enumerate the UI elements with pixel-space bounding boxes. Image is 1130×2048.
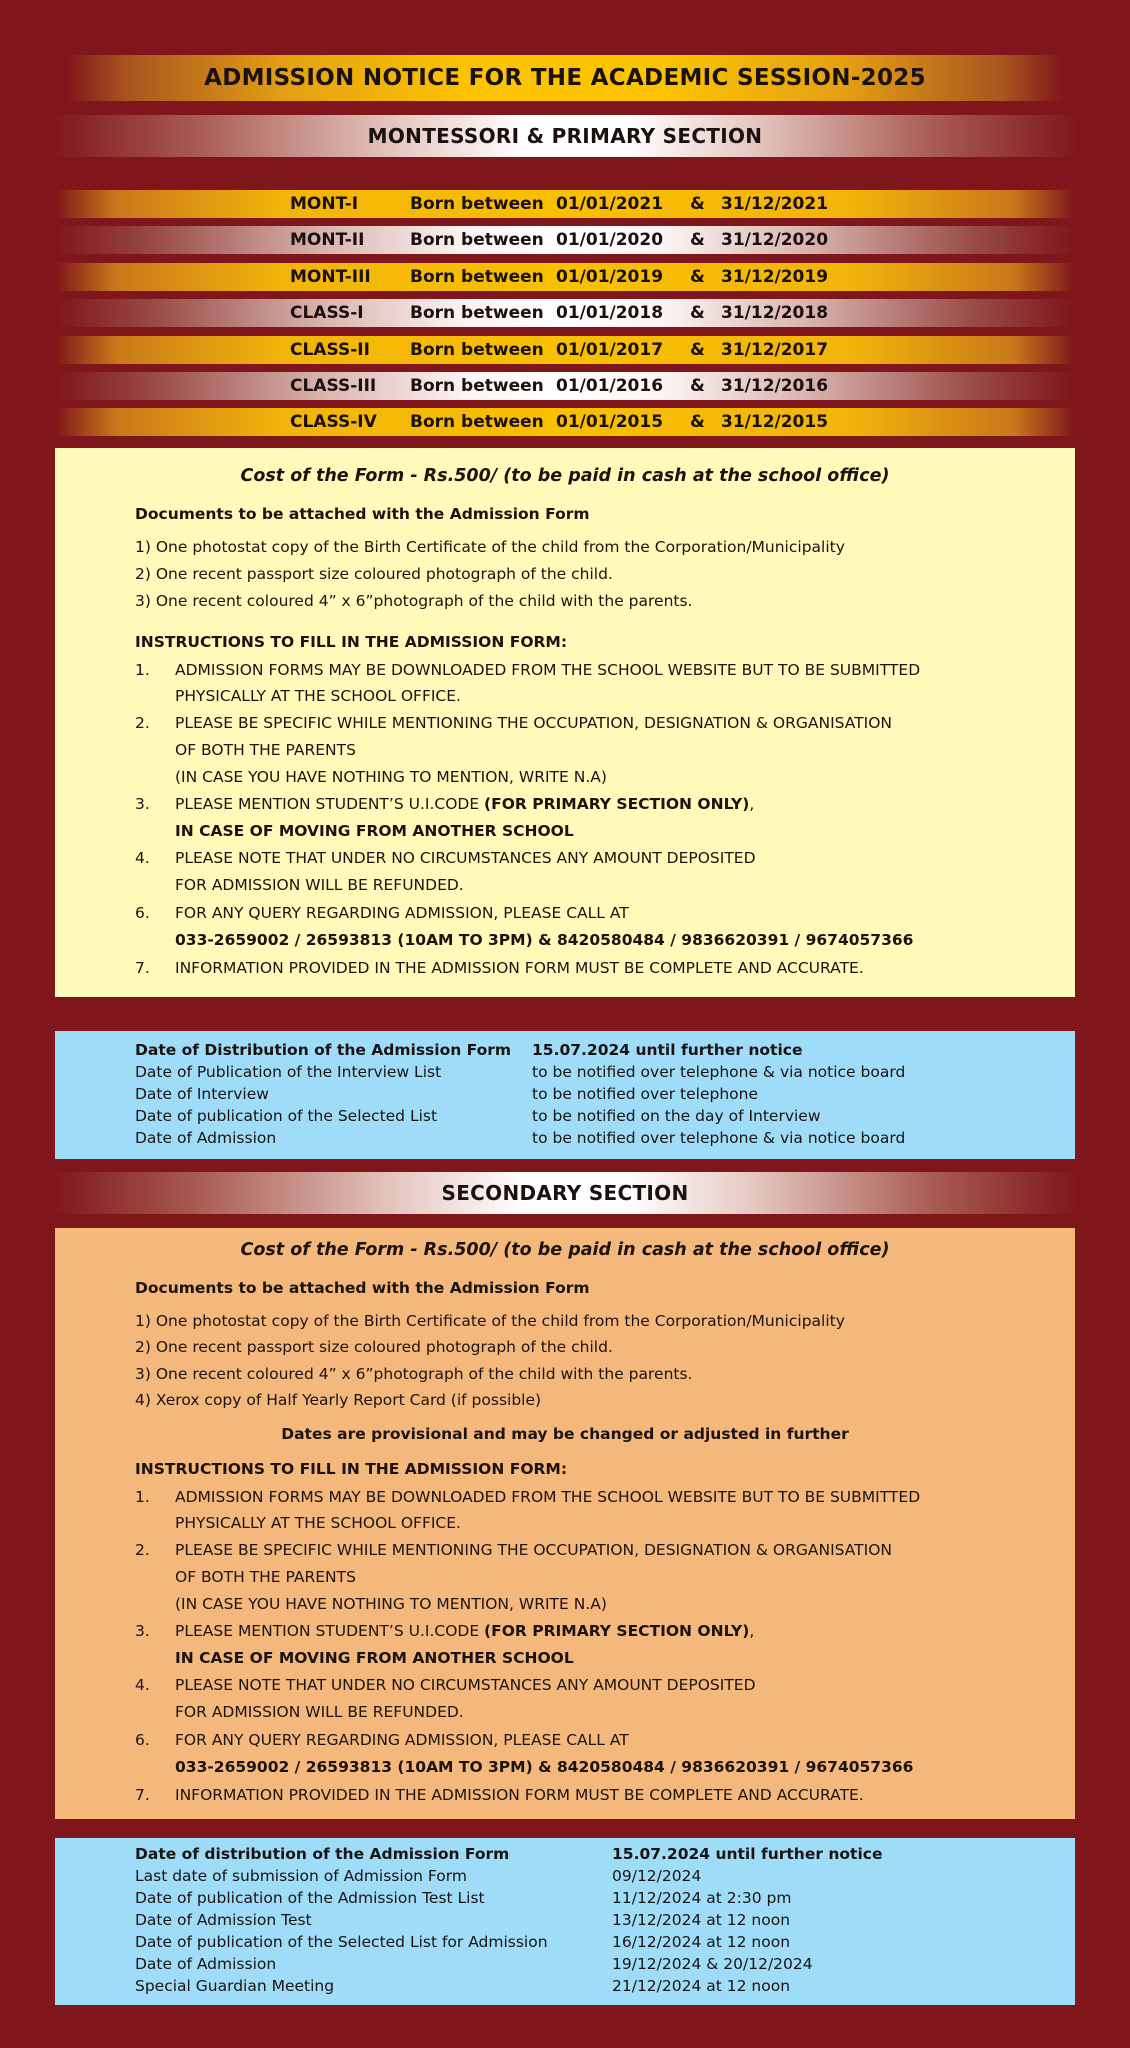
date-label: Special Guardian Meeting <box>135 1977 335 1995</box>
secondary-section-banner <box>50 1172 1080 1214</box>
form-cost: Cost of the Form - Rs.500/ (to be paid in cash at the school office) <box>240 466 890 486</box>
date-value: 19/12/2024 & 20/12/2024 <box>612 1955 813 1973</box>
age-amp: & <box>690 376 705 396</box>
instruction-number: 6. <box>135 904 150 922</box>
instruction-text: PHYSICALLY AT THE SCHOOL OFFICE. <box>175 687 461 705</box>
date-label: Date of Admission <box>135 1955 277 1973</box>
date-label: Date of Interview <box>135 1085 269 1103</box>
primary-dates-panel <box>55 1031 1075 1159</box>
secondary-section-title: SECONDARY SECTION <box>441 1181 689 1205</box>
instruction-text: OF BOTH THE PARENTS <box>175 741 356 759</box>
primary-section-banner <box>50 115 1080 157</box>
age-row <box>55 372 1075 400</box>
date-value: 16/12/2024 at 12 noon <box>612 1933 791 1951</box>
date-row <box>135 1085 758 1103</box>
age-from-date: 01/01/2019 <box>556 267 664 287</box>
instruction-number: 4. <box>135 1676 150 1694</box>
instruction-text-end: , <box>749 795 755 813</box>
date-row <box>135 1955 813 1973</box>
age-amp: & <box>690 303 705 323</box>
age-class: MONT-II <box>290 230 365 250</box>
instruction-text <box>175 795 754 813</box>
document-item: 2) One recent passport size coloured photograph of the child. <box>135 1338 613 1356</box>
date-label: Last date of submission of Admission Form <box>135 1867 467 1885</box>
age-born-label: Born between <box>410 340 544 360</box>
age-to-date: 31/12/2017 <box>721 340 829 360</box>
date-value: 15.07.2024 until further notice <box>612 1845 883 1863</box>
document-item: 1) One photostat copy of the Birth Certificate of the child from the Corporation/Municipality <box>135 538 845 556</box>
instruction-text: (IN CASE YOU HAVE NOTHING TO MENTION, WRITE N.A) <box>175 1595 607 1613</box>
age-row <box>55 190 1075 218</box>
age-to-date: 31/12/2020 <box>721 230 829 250</box>
instruction-text: PLEASE BE SPECIFIC WHILE MENTIONING THE OCCUPATION, DESIGNATION & ORGANISATION <box>175 714 893 732</box>
age-class: MONT-I <box>290 194 359 214</box>
instruction-number: 1. <box>135 1488 150 1506</box>
secondary-info-panel <box>55 1228 1075 1819</box>
date-value: to be notified over telephone <box>532 1085 758 1103</box>
instruction-text: INFORMATION PROVIDED IN THE ADMISSION FORM MUST BE COMPLETE AND ACCURATE. <box>175 1786 864 1804</box>
instruction-text: ADMISSION FORMS MAY BE DOWNLOADED FROM THE SCHOOL WEBSITE BUT TO BE SUBMITTED <box>175 1488 921 1506</box>
date-value: 15.07.2024 until further notice <box>532 1041 803 1059</box>
instruction-text-end: , <box>749 1622 755 1640</box>
instruction-text: IN CASE OF MOVING FROM ANOTHER SCHOOL <box>175 1649 574 1667</box>
date-value: 13/12/2024 at 12 noon <box>612 1911 791 1929</box>
date-row <box>135 1063 906 1081</box>
date-value: to be notified over telephone & via notice board <box>532 1129 906 1147</box>
instruction-text-part: PLEASE MENTION STUDENT’S U.I.CODE <box>175 1622 485 1640</box>
document-item: 3) One recent coloured 4” x 6”photograph of the child with the parents. <box>135 1365 693 1383</box>
instruction-text: FOR ANY QUERY REGARDING ADMISSION, PLEASE CALL AT <box>175 1731 629 1749</box>
instruction-number: 7. <box>135 959 150 977</box>
date-label: Date of Admission <box>135 1129 277 1147</box>
document-item: 2) One recent passport size coloured photograph of the child. <box>135 565 613 583</box>
documents-heading: Documents to be attached with the Admission Form <box>135 505 590 523</box>
age-class: MONT-III <box>290 267 371 287</box>
date-label: Date of publication of the Admission Test List <box>135 1889 485 1907</box>
age-class: CLASS-II <box>290 340 370 360</box>
age-to-date: 31/12/2015 <box>721 412 829 432</box>
age-from-date: 01/01/2018 <box>556 303 664 323</box>
instruction-number: 1. <box>135 661 150 679</box>
date-row <box>135 1933 791 1951</box>
document-item: 4) Xerox copy of Half Yearly Report Card (if possible) <box>135 1391 542 1409</box>
instruction-text: FOR ADMISSION WILL BE REFUNDED. <box>175 1703 464 1721</box>
date-label: Date of publication of the Selected List <box>135 1107 438 1125</box>
age-to-date: 31/12/2021 <box>721 194 829 214</box>
form-cost: Cost of the Form - Rs.500/ (to be paid in cash at the school office) <box>240 1240 890 1260</box>
age-amp: & <box>690 267 705 287</box>
age-born-label: Born between <box>410 376 544 396</box>
age-from-date: 01/01/2017 <box>556 340 664 360</box>
date-row <box>135 1977 791 1995</box>
date-value: 09/12/2024 <box>612 1867 702 1885</box>
instruction-text: INFORMATION PROVIDED IN THE ADMISSION FORM MUST BE COMPLETE AND ACCURATE. <box>175 959 864 977</box>
age-row <box>55 299 1075 327</box>
document-item: 3) One recent coloured 4” x 6”photograph of the child with the parents. <box>135 592 693 610</box>
date-value: 21/12/2024 at 12 noon <box>612 1977 791 1995</box>
age-from-date: 01/01/2016 <box>556 376 664 396</box>
contact-numbers: 033-2659002 / 26593813 (10AM TO 3PM) & 8420580484 / 9836620391 / 9674057366 <box>175 931 914 949</box>
age-born-label: Born between <box>410 194 544 214</box>
documents-heading: Documents to be attached with the Admission Form <box>135 1279 590 1297</box>
date-label: Date of Publication of the Interview List <box>135 1063 442 1081</box>
date-value: to be notified on the day of Interview <box>532 1107 821 1125</box>
instruction-number: 2. <box>135 714 150 732</box>
age-from-date: 01/01/2015 <box>556 412 664 432</box>
primary-info-panel <box>55 448 1075 997</box>
age-row <box>55 226 1075 254</box>
age-from-date: 01/01/2021 <box>556 194 664 214</box>
age-to-date: 31/12/2016 <box>721 376 829 396</box>
main-title: ADMISSION NOTICE FOR THE ACADEMIC SESSION-2025 <box>204 65 926 91</box>
age-born-label: Born between <box>410 230 544 250</box>
date-row <box>135 1889 792 1907</box>
date-row <box>135 1845 883 1863</box>
main-title-banner <box>66 55 1064 101</box>
contact-numbers: 033-2659002 / 26593813 (10AM TO 3PM) & 8420580484 / 9836620391 / 9674057366 <box>175 1758 914 1776</box>
age-class: CLASS-I <box>290 303 364 323</box>
instruction-text: (IN CASE YOU HAVE NOTHING TO MENTION, WRITE N.A) <box>175 768 607 786</box>
age-row <box>55 408 1075 436</box>
age-amp: & <box>690 412 705 432</box>
age-from-date: 01/01/2020 <box>556 230 664 250</box>
age-to-date: 31/12/2018 <box>721 303 829 323</box>
document-item: 1) One photostat copy of the Birth Certificate of the child from the Corporation/Municipality <box>135 1312 845 1330</box>
date-row <box>135 1911 791 1929</box>
date-label: Date of Distribution of the Admission Form <box>135 1041 512 1059</box>
instruction-bold-part: (FOR PRIMARY SECTION ONLY) <box>484 795 750 813</box>
instruction-number: 4. <box>135 849 150 867</box>
date-label: Date of distribution of the Admission Form <box>135 1845 510 1863</box>
instruction-text: PLEASE NOTE THAT UNDER NO CIRCUMSTANCES ANY AMOUNT DEPOSITED <box>175 849 756 867</box>
age-row <box>55 263 1075 291</box>
date-value: to be notified over telephone & via notice board <box>532 1063 906 1081</box>
age-amp: & <box>690 230 705 250</box>
secondary-dates-panel <box>55 1838 1075 2005</box>
instruction-number: 6. <box>135 1731 150 1749</box>
instruction-number: 7. <box>135 1786 150 1804</box>
date-value: 11/12/2024 at 2:30 pm <box>612 1889 792 1907</box>
instruction-text-part: PLEASE MENTION STUDENT’S U.I.CODE <box>175 795 485 813</box>
instruction-number: 2. <box>135 1541 150 1559</box>
age-born-label: Born between <box>410 303 544 323</box>
date-row <box>135 1867 702 1885</box>
date-row <box>135 1107 821 1125</box>
instruction-text: PLEASE BE SPECIFIC WHILE MENTIONING THE OCCUPATION, DESIGNATION & ORGANISATION <box>175 1541 893 1559</box>
instruction-text: PLEASE NOTE THAT UNDER NO CIRCUMSTANCES ANY AMOUNT DEPOSITED <box>175 1676 756 1694</box>
instruction-bold-part: (FOR PRIMARY SECTION ONLY) <box>484 1622 750 1640</box>
instruction-text: OF BOTH THE PARENTS <box>175 1568 356 1586</box>
age-born-label: Born between <box>410 412 544 432</box>
instruction-number: 3. <box>135 1622 150 1640</box>
provisional-note: Dates are provisional and may be changed or adjusted in further <box>281 1425 849 1443</box>
age-born-label: Born between <box>410 267 544 287</box>
instruction-text: FOR ANY QUERY REGARDING ADMISSION, PLEASE CALL AT <box>175 904 629 922</box>
age-class: CLASS-III <box>290 376 377 396</box>
age-class: CLASS-IV <box>290 412 377 432</box>
date-row <box>135 1041 803 1059</box>
age-amp: & <box>690 194 705 214</box>
date-label: Date of Admission Test <box>135 1911 312 1929</box>
instruction-text <box>175 1622 754 1640</box>
instruction-text: FOR ADMISSION WILL BE REFUNDED. <box>175 876 464 894</box>
instructions-heading: INSTRUCTIONS TO FILL IN THE ADMISSION FORM: <box>135 1460 568 1478</box>
instructions-heading: INSTRUCTIONS TO FILL IN THE ADMISSION FORM: <box>135 633 568 651</box>
age-amp: & <box>690 340 705 360</box>
instruction-text: ADMISSION FORMS MAY BE DOWNLOADED FROM THE SCHOOL WEBSITE BUT TO BE SUBMITTED <box>175 661 921 679</box>
instruction-text: IN CASE OF MOVING FROM ANOTHER SCHOOL <box>175 822 574 840</box>
age-to-date: 31/12/2019 <box>721 267 829 287</box>
age-row <box>55 336 1075 364</box>
date-row <box>135 1129 906 1147</box>
primary-section-title: MONTESSORI & PRIMARY SECTION <box>367 124 763 148</box>
instruction-text: PHYSICALLY AT THE SCHOOL OFFICE. <box>175 1514 461 1532</box>
date-label: Date of publication of the Selected List for Admission <box>135 1933 548 1951</box>
instruction-number: 3. <box>135 795 150 813</box>
